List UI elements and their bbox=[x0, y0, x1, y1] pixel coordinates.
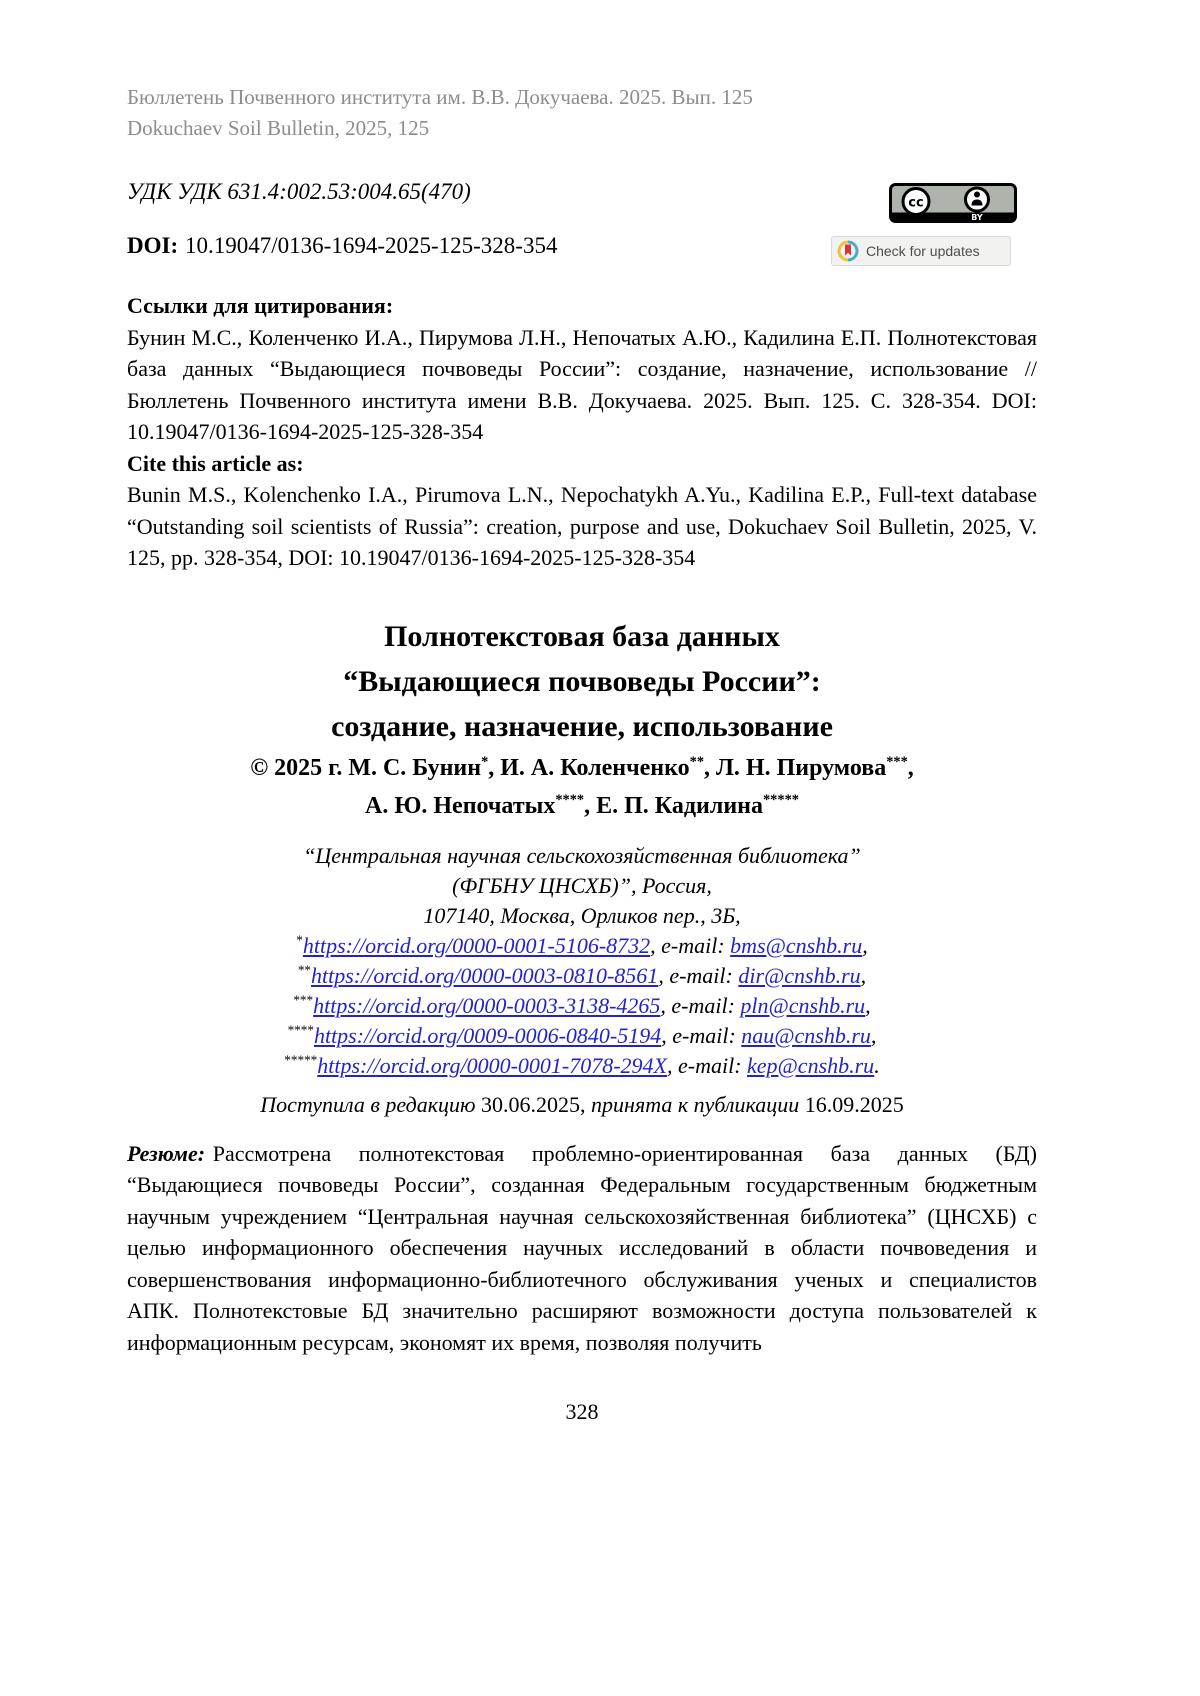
orcid-link[interactable]: https://orcid.org/0000-0001-7078-294X bbox=[317, 1052, 667, 1078]
orcid-separator: , bbox=[667, 1052, 678, 1078]
author-text: © 2025 г. М. С. Бунин bbox=[250, 754, 482, 781]
cc-by-badge-graphic bbox=[889, 183, 1017, 223]
journal-header-ru: Бюллетень Почвенного института им. В.В. Докучаева. 2025. Вып. 125 bbox=[127, 85, 753, 109]
author-footnote-mark: ***** bbox=[762, 791, 799, 808]
author-footnote-mark: ** bbox=[689, 753, 705, 770]
orcid-link[interactable]: https://orcid.org/0000-0003-3138-4265 bbox=[313, 992, 661, 1018]
orcid-link[interactable]: https://orcid.org/0000-0003-0810-8561 bbox=[311, 962, 659, 988]
author-separator: , bbox=[704, 754, 717, 781]
affiliation-line: “Центральная научная сельскохозяйственная библиотека” bbox=[303, 842, 861, 868]
citation-ru-heading: Ссылки для цитирования: bbox=[127, 293, 394, 318]
author-text: И. А. Коленченко bbox=[500, 754, 690, 781]
author-footnote-mark: **** bbox=[555, 791, 585, 808]
author-footnote-mark: *** bbox=[886, 753, 908, 770]
udc-line: УДК УДК 631.4:002.53:004.65(470) bbox=[127, 179, 471, 204]
received-line bbox=[127, 1089, 1037, 1120]
doi-label: DOI: bbox=[127, 233, 179, 258]
orcid-separator: , bbox=[658, 962, 670, 988]
email-label: e-mail: bbox=[669, 962, 739, 988]
page-number: 328 bbox=[565, 1398, 599, 1424]
check-for-updates-label: Check for updates bbox=[866, 243, 980, 259]
author-separator: , bbox=[584, 792, 597, 819]
orcid-line-tail: , bbox=[860, 962, 867, 988]
abstract-paragraph bbox=[127, 1138, 1037, 1359]
cc-by-label: BY bbox=[971, 213, 983, 222]
affiliation bbox=[127, 841, 1037, 931]
article-title-line: “Выдающиеся почвоведы России”: bbox=[343, 664, 821, 698]
author-footnote-mark: * bbox=[481, 753, 489, 770]
citation-en-heading: Cite this article as: bbox=[127, 450, 304, 476]
author-name bbox=[596, 793, 799, 819]
authors-line-2 bbox=[127, 787, 1037, 825]
orcid-line-tail: , bbox=[870, 1022, 877, 1048]
orcid-line bbox=[127, 931, 1037, 961]
accepted-date: 16.09.2025 bbox=[804, 1091, 904, 1117]
journal-header bbox=[127, 82, 1037, 144]
received-label: Поступила в редакцию bbox=[260, 1091, 482, 1117]
svg-text:cc: cc bbox=[908, 195, 924, 211]
crossmark-icon bbox=[837, 240, 859, 262]
article-title bbox=[127, 614, 1037, 749]
email-link[interactable]: kep@cnshb.ru bbox=[747, 1052, 875, 1078]
orcid-line bbox=[127, 961, 1037, 991]
author-text: А. Ю. Непочатых bbox=[365, 792, 556, 819]
email-label: e-mail: bbox=[672, 1022, 742, 1048]
orcid-link[interactable]: https://orcid.org/0000-0001-5106-8732 bbox=[302, 932, 651, 958]
author-name bbox=[250, 755, 500, 781]
authors-line-1 bbox=[127, 749, 1037, 787]
orcid-link[interactable]: https://orcid.org/0009-0006-0840-5194 bbox=[313, 1022, 662, 1048]
cc-icon bbox=[903, 189, 929, 215]
orcid-separator: , bbox=[661, 1022, 673, 1048]
orcid-footnote-mark: **** bbox=[287, 1022, 314, 1038]
orcid-separator: , bbox=[660, 992, 672, 1018]
email-label: e-mail: bbox=[678, 1052, 748, 1078]
orcid-footnote-mark: ** bbox=[297, 962, 312, 978]
orcid-footnote-mark: ***** bbox=[284, 1052, 318, 1068]
orcid-separator: , bbox=[650, 932, 662, 958]
email-link[interactable]: bms@cnshb.ru bbox=[730, 932, 863, 958]
article-title-line: Полнотекстовая база данных bbox=[384, 619, 780, 653]
orcid-footnote-mark: *** bbox=[293, 992, 314, 1008]
author-name bbox=[716, 755, 914, 781]
orcid-line-tail: , bbox=[865, 992, 871, 1018]
author-separator: , bbox=[488, 754, 501, 781]
email-link[interactable]: dir@cnshb.ru bbox=[738, 962, 861, 988]
abstract-label: Резюме: bbox=[127, 1140, 206, 1166]
journal-header-en: Dokuchaev Soil Bulletin, 2025, 125 bbox=[127, 116, 430, 140]
received-date: 30.06.2025, bbox=[481, 1091, 592, 1117]
citation-en-text: Bunin M.S., Kolenchenko I.A., Pirumova L.N., Nepochatykh A.Yu., Kadilina E.P., Full-text database “Outstanding soil scientists of Russia”: creation, purpose and use, Dokuchaev Soil Bulletin, 2025, V. 125, pp. 328-354, DOI: 10.19047/0136-1694-2025-125-328-354 bbox=[127, 482, 1037, 570]
orcid-line bbox=[127, 1021, 1037, 1051]
author-name bbox=[500, 755, 716, 781]
check-for-updates-button[interactable] bbox=[831, 236, 1011, 266]
author-text: Е. П. Кадилина bbox=[596, 792, 763, 819]
orcid-line-tail: , bbox=[862, 932, 868, 958]
article-title-line: создание, назначение, использование bbox=[331, 709, 833, 743]
cc-by-license-badge[interactable] bbox=[889, 183, 1017, 223]
orcid-line bbox=[127, 1051, 1037, 1081]
affiliation-line: 107140, Москва, Орликов пер., 3Б, bbox=[423, 902, 741, 928]
orcid-line-tail: . bbox=[874, 1052, 880, 1078]
person-icon bbox=[966, 188, 989, 211]
abstract-text: Рассмотрена полнотекстовая проблемно-ориентированная база данных (БД) “Выдающиеся почвоведы России”, созданная Федеральным государственным бюджетным научным учреждением “Центральная научная сельскохозяйственная библиотека” (ЦНСХБ) с целью информационного обеспечения научных исследований в области почвоведения и совершенствования информационно-библиотечного обслуживания ученых и специалистов АПК. Полнотекстовые БД значительно расширяют возможности доступа пользователей к информационным ресурсам, экономят их время, позволяя получить bbox=[127, 1140, 1037, 1356]
citation-ru-text: Бунин М.С., Коленченко И.А., Пирумова Л.Н., Непочатых А.Ю., Кадилина Е.П. Полнотекстовая база данных “Выдающиеся почвоведы России”: создание, назначение, использование // Бюллетень Почвенного института имени В.В. Докучаева. 2025. Вып. 125. С. 328-354. DOI: 10.19047/0136-1694-2025-125-328-354 bbox=[127, 324, 1037, 444]
orcid-line bbox=[127, 991, 1037, 1021]
author-separator: , bbox=[907, 754, 914, 781]
email-label: e-mail: bbox=[671, 992, 741, 1018]
email-link[interactable]: nau@cnshb.ru bbox=[741, 1022, 871, 1048]
orcid-footnote-mark: * bbox=[296, 932, 303, 948]
email-link[interactable]: pln@cnshb.ru bbox=[740, 992, 866, 1018]
doi-value: 10.19047/0136-1694-2025-125-328-354 bbox=[185, 233, 558, 258]
orcid-list bbox=[127, 931, 1037, 1081]
email-label: e-mail: bbox=[661, 932, 731, 958]
affiliation-line: (ФГБНУ ЦНСХБ)”, Россия, bbox=[452, 872, 712, 898]
author-text: Л. Н. Пирумова bbox=[716, 754, 887, 781]
author-name bbox=[365, 793, 596, 819]
accepted-label: принята к публикации bbox=[591, 1091, 805, 1117]
